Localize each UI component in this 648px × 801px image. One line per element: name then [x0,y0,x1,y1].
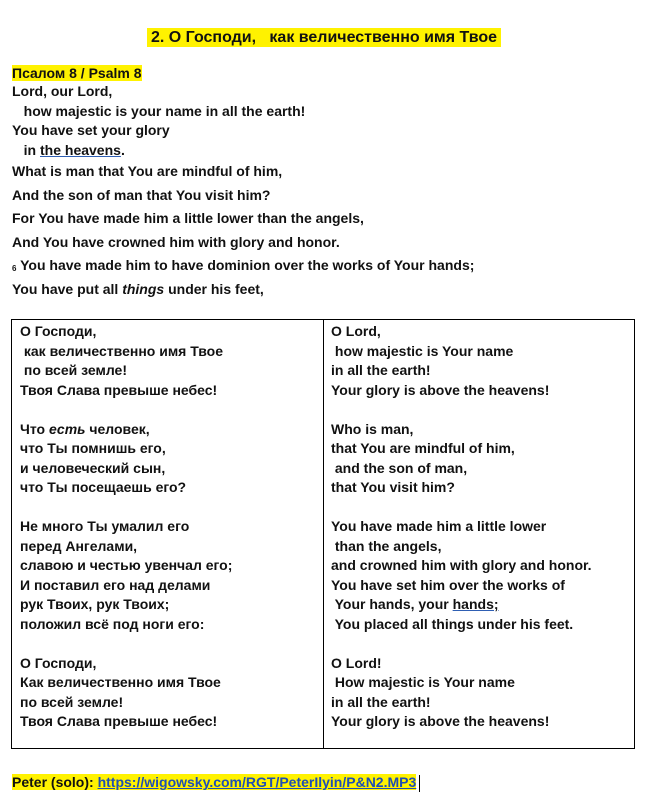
column-divider [323,320,324,748]
english-line: that You visit him? [331,479,455,495]
russian-line-tail: человек, [85,420,150,437]
english-line: and crowned him with glory and honor. [331,557,592,573]
english-line: O Lord, [331,323,381,339]
italic-word: есть [48,420,86,437]
psalm-line: how majestic is your name in all the earth! [12,102,306,119]
stanza-gap [20,400,320,420]
underlined-phrase: the heavens [40,141,121,158]
english-line: and the son of man, [331,459,468,476]
stanza-gap [331,498,631,518]
psalm-text [12,82,632,301]
psalm-heading [12,64,142,82]
psalm-line: For You have made him a little lower than the angels, [12,210,364,226]
stanza-gap [20,634,320,654]
russian-line: славою и честью увенчал его; [20,557,233,573]
text-cursor [419,775,420,792]
english-line: O Lord! [331,654,382,671]
russian-line: Твоя Слава превыше небес! [20,381,218,398]
english-line: How majestic is Your name [331,674,515,690]
russian-line: О Господи, [20,323,97,339]
english-line: that You are mindful of him, [331,440,515,456]
stanza-gap [331,400,631,420]
russian-line: О Господи, [20,654,97,671]
english-line: in all the earth! [331,693,431,710]
psalm-line-text: You have put all [12,280,123,297]
english-column [331,322,631,732]
page-title [0,28,648,48]
english-line: how majestic is Your name [331,342,514,359]
russian-line: по всей земле! [20,693,124,710]
english-line: Your glory is above the heavens! [331,381,550,398]
psalm-line-tail: under his feet, [164,280,264,297]
psalm-line: What is man that You are mindful of him, [12,163,283,179]
russian-line: Как величественно имя Твое [20,674,221,690]
footer [12,773,420,792]
page-title-text: 2. О Господи, как величественно имя Твое [147,28,501,47]
russian-line: перед Ангелами, [20,537,138,554]
psalm-heading-text: Псалом 8 / Psalm 8 [12,65,142,81]
italic-word: things [122,280,165,297]
russian-column [20,322,320,732]
stanza-gap [20,498,320,518]
psalm-line: You have set your glory [12,122,170,138]
audio-link[interactable]: https://wigowsky.com/RGT/PeterIlyin/P&N2.MP3 [97,774,417,790]
footer-label: Peter (solo): [12,774,98,790]
stanza-gap [331,634,631,654]
russian-line: рук Твоих, рук Твоих; [20,596,170,612]
english-line: You have made him a little lower [331,518,547,534]
russian-line [20,420,320,440]
russian-line: И поставил его над делами [20,576,211,593]
english-line: in all the earth! [331,362,431,378]
verse-table [11,319,635,749]
psalm-line [12,141,632,161]
russian-line: как величественно имя Твое [20,342,224,359]
psalm-line-text: You have made him to have dominion over the works of Your hands; [20,257,475,273]
russian-line: что Ты посещаешь его? [20,479,187,495]
english-line: Who is man, [331,420,414,437]
russian-line-text: Что [20,420,49,437]
verse-number: 6 [12,264,17,273]
english-line: than the angels, [331,537,442,554]
psalm-line-tail: . [120,141,125,158]
russian-line: Не много Ты умалил его [20,518,190,534]
psalm-line [12,254,632,278]
english-line-text: Your hands, your [331,596,453,612]
psalm-line: Lord, our Lord, [12,83,113,99]
english-line: You have set him over the works of [331,576,565,593]
russian-line: Твоя Слава превыше небес! [20,713,218,729]
russian-line: положил всё под ноги его: [20,615,205,632]
russian-line: по всей земле! [20,362,128,378]
english-line: Your glory is above the heavens! [331,713,550,729]
russian-line: и человеческий сын, [20,459,166,476]
english-line [331,595,631,615]
psalm-line-text: in [12,141,40,158]
english-line: You placed all things under his feet. [331,615,574,632]
psalm-line: And the son of man that You visit him? [12,186,271,203]
underlined-word: hands; [452,596,499,612]
psalm-line: And You have crowned him with glory and honor. [12,233,340,250]
russian-line: что Ты помнишь его, [20,440,166,456]
psalm-line [12,278,632,302]
